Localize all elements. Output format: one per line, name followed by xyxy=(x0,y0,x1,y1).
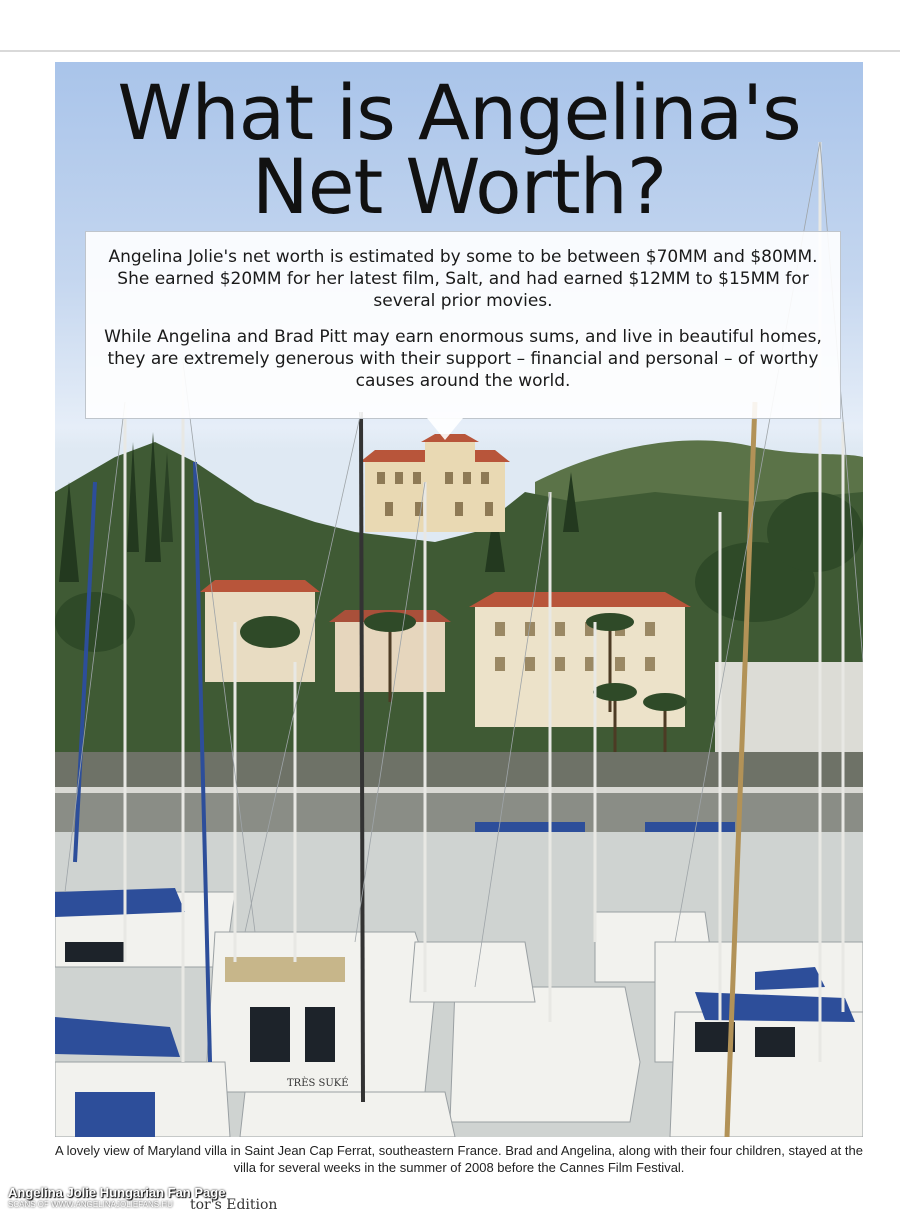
headline-line-1: What is Angelina's xyxy=(117,68,801,157)
watermark-subline: SCANS OF WWW.ANGELINAJOLIEFANS.HU xyxy=(8,1200,173,1209)
callout-paragraph-2: While Angelina and Brad Pitt may earn enormous sums, and live in beautiful homes, they are extremely generous with their support – financial and personal – of worthy causes around the world. xyxy=(104,327,822,391)
headline xyxy=(55,68,863,231)
net-worth-callout xyxy=(85,231,841,419)
callout-pointer xyxy=(427,418,463,440)
photo-caption: A lovely view of Maryland villa in Saint Jean Cap Ferrat, southeastern France. Brad and Angelina, along with their four children, stayed at the villa for several weeks in the summer of 2008 before the Cannes Film Festival. xyxy=(55,1143,863,1175)
headline-line-2: Net Worth? xyxy=(251,142,667,231)
harbor-photo xyxy=(55,62,863,1137)
edition-footer: tor's Edition xyxy=(190,1197,278,1213)
top-rule xyxy=(0,50,900,52)
boat-name: TRÈS SUKÉ xyxy=(287,1078,349,1089)
fan-page-watermark: Angelina Jolie Hungarian Fan Page xyxy=(8,1185,226,1200)
callout-paragraph-1: Angelina Jolie's net worth is estimated by some to be between $70MM and $80MM. She earned $20MM for her latest film, Salt, and had earned $12MM to $15MM for several prior movies. xyxy=(108,247,818,311)
